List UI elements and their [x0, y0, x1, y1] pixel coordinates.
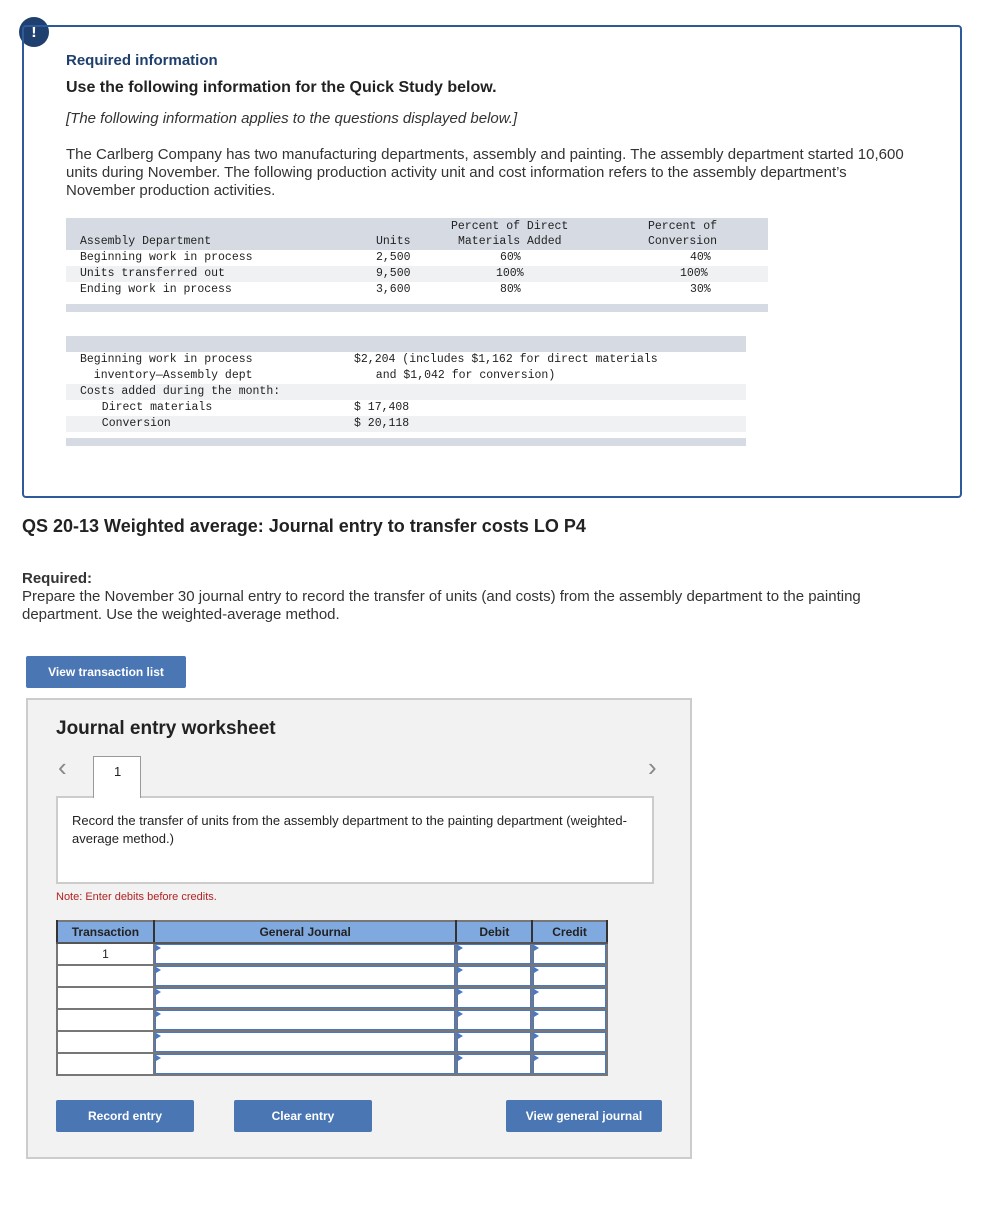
journal-row	[57, 1053, 607, 1075]
header-conv-1: Percent of	[648, 220, 718, 233]
units-table	[66, 218, 768, 312]
credit-input-cell	[532, 987, 607, 1009]
row-label: Direct materials	[88, 401, 213, 414]
row-dm: 100%	[496, 267, 524, 280]
debit-input-cell	[456, 1009, 532, 1031]
credit-input[interactable]	[533, 1054, 606, 1074]
table-row	[66, 266, 768, 282]
account-input[interactable]	[155, 1054, 456, 1074]
credit-input-cell	[532, 1031, 607, 1053]
header-dm-1: Percent of Direct	[451, 220, 569, 233]
row-dm: 60%	[500, 251, 521, 264]
table-row	[66, 400, 746, 416]
journal-row	[57, 943, 607, 965]
debit-input-cell	[456, 965, 532, 987]
table-row	[66, 352, 746, 368]
debit-input[interactable]	[457, 988, 531, 1008]
info-subtitle: Use the following information for the Quick Study below.	[66, 79, 497, 96]
table-row	[66, 384, 746, 400]
journal-row	[57, 987, 607, 1009]
credit-input-cell	[532, 943, 607, 965]
header-dept: Assembly Department	[80, 235, 212, 248]
transaction-cell	[57, 1031, 154, 1053]
credit-input[interactable]	[533, 988, 606, 1008]
question-heading: QS 20-13 Weighted average: Journal entry to transfer costs LO P4	[22, 516, 586, 536]
view-transaction-list-button[interactable]: View transaction list	[26, 656, 186, 688]
transaction-cell	[57, 965, 154, 987]
credit-input-cell	[532, 965, 607, 987]
row-units: 2,500	[376, 251, 411, 264]
credit-input-cell	[532, 1053, 607, 1075]
journal-row	[57, 1009, 607, 1031]
worksheet-title: Journal entry worksheet	[56, 718, 276, 739]
row-conv: 100%	[680, 267, 708, 280]
header-conv-2: Conversion	[648, 235, 718, 248]
row-dm: 80%	[500, 283, 521, 296]
transaction-cell	[57, 987, 154, 1009]
col-credit: Credit	[532, 921, 607, 943]
journal-row	[57, 965, 607, 987]
alert-icon: !	[19, 17, 49, 47]
clear-entry-button[interactable]: Clear entry	[234, 1100, 372, 1132]
journal-row	[57, 1031, 607, 1053]
info-title: Required information	[66, 52, 218, 69]
table-row	[66, 416, 746, 432]
account-input-cell	[154, 987, 457, 1009]
col-debit: Debit	[456, 921, 532, 943]
row-label: inventory—Assembly dept	[80, 369, 253, 382]
table-footer-bar	[66, 304, 768, 312]
debit-input[interactable]	[457, 1010, 531, 1030]
record-entry-button[interactable]: Record entry	[56, 1100, 194, 1132]
col-transaction: Transaction	[57, 921, 154, 943]
account-input[interactable]	[155, 944, 456, 964]
debit-input-cell	[456, 1031, 532, 1053]
credit-input[interactable]	[533, 966, 606, 986]
row-value: $ 17,408	[354, 401, 410, 414]
row-conv: 30%	[690, 283, 711, 296]
debit-input-cell	[456, 943, 532, 965]
account-input[interactable]	[155, 1010, 456, 1030]
info-paragraph: The Carlberg Company has two manufacturing departments, assembly and painting. The assembly department started 10,600 units during November. The following production activity unit and cost information refers to the assembly department’s November production activities.	[66, 146, 904, 199]
table-row	[66, 368, 746, 384]
row-label: Costs added during the month:	[80, 385, 281, 398]
costs-table	[66, 336, 746, 446]
account-input-cell	[154, 943, 457, 965]
row-value: $2,204 (includes $1,162 for direct materials	[354, 353, 658, 366]
transaction-cell	[57, 1009, 154, 1031]
credit-input[interactable]	[533, 1010, 606, 1030]
debit-input-cell	[456, 1053, 532, 1075]
row-units: 9,500	[376, 267, 411, 280]
account-input-cell	[154, 1009, 457, 1031]
credit-input[interactable]	[533, 944, 606, 964]
required-text: Prepare the November 30 journal entry to record the transfer of units (and costs) from the assembly department to the painting department. Use the weighted-average method.	[22, 588, 861, 623]
row-label: Beginning work in process	[80, 251, 253, 264]
transaction-cell	[57, 1053, 154, 1075]
row-conv: 40%	[690, 251, 711, 264]
required-label: Required:	[22, 570, 93, 587]
row-value: and $1,042 for conversion)	[362, 369, 556, 382]
table-row	[66, 282, 768, 298]
note-text: Note: Enter debits before credits.	[56, 891, 217, 903]
table-footer-bar	[66, 438, 746, 446]
account-input-cell	[154, 1053, 457, 1075]
view-general-journal-button[interactable]: View general journal	[506, 1100, 662, 1132]
account-input-cell	[154, 965, 457, 987]
header-dm-2: Materials Added	[458, 235, 562, 248]
chevron-right-icon[interactable]: ›	[648, 752, 657, 782]
account-input[interactable]	[155, 966, 456, 986]
tab-1[interactable]: 1	[93, 756, 141, 798]
row-units: 3,600	[376, 283, 411, 296]
row-label: Beginning work in process	[80, 353, 253, 366]
chevron-left-icon[interactable]: ‹	[58, 752, 67, 782]
table-row	[66, 250, 768, 266]
header-units: Units	[376, 235, 411, 248]
info-note: [The following information applies to the questions displayed below.]	[66, 110, 518, 127]
instruction-box: Record the transfer of units from the assembly department to the painting department (weighted-average method.)	[56, 796, 654, 884]
account-input[interactable]	[155, 1032, 456, 1052]
credit-input-cell	[532, 1009, 607, 1031]
debit-input[interactable]	[457, 944, 531, 964]
row-label: Ending work in process	[80, 283, 232, 296]
col-general-journal: General Journal	[154, 921, 457, 943]
row-label: Conversion	[88, 417, 171, 430]
debit-input[interactable]	[457, 1032, 531, 1052]
table-header-bar	[66, 336, 746, 352]
row-label: Units transferred out	[80, 267, 225, 280]
account-input-cell	[154, 1031, 457, 1053]
transaction-cell: 1	[57, 943, 154, 965]
debit-input-cell	[456, 987, 532, 1009]
row-value: $ 20,118	[354, 417, 410, 430]
credit-input[interactable]	[533, 1032, 606, 1052]
account-input[interactable]	[155, 988, 456, 1008]
debit-input[interactable]	[457, 966, 531, 986]
journal-table	[56, 920, 608, 1076]
debit-input[interactable]	[457, 1054, 531, 1074]
